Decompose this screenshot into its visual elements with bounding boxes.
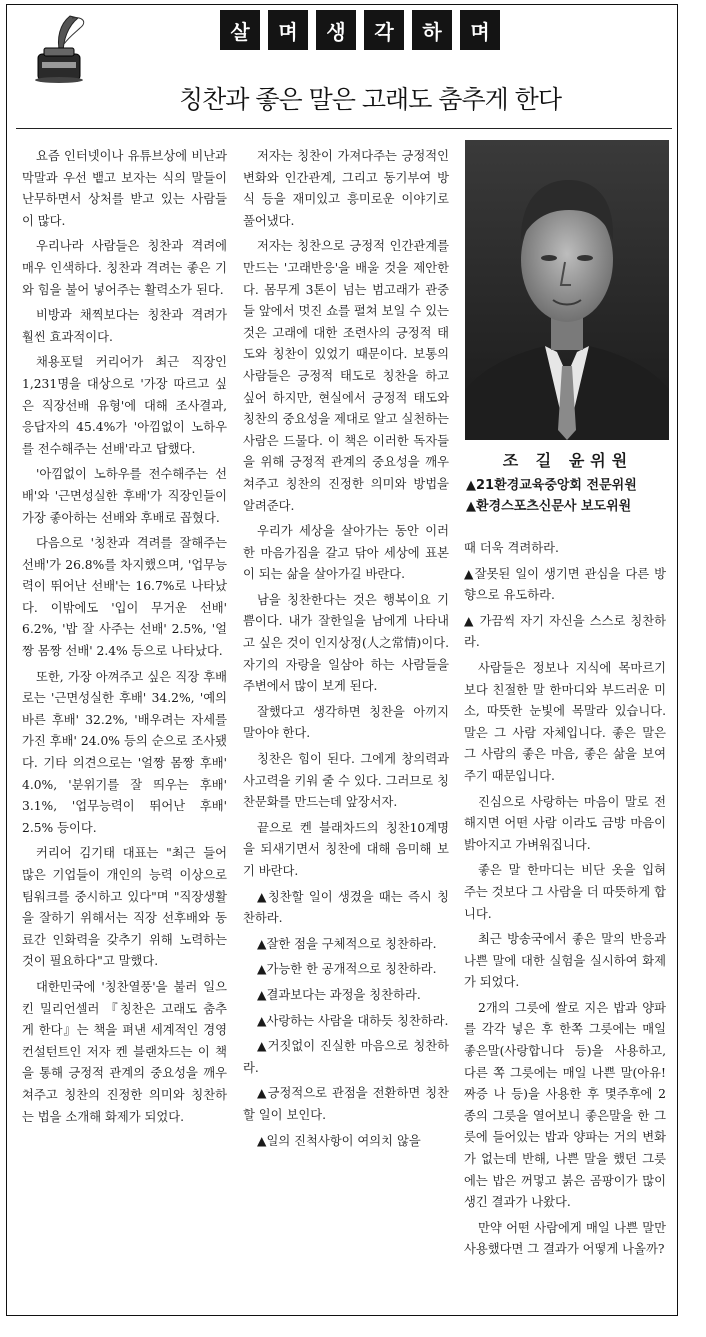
banner-char: 생 <box>316 10 356 50</box>
list-item: 때 더욱 격려하라. <box>464 541 559 555</box>
paragraph: '아낌없이 노하우를 전수해주는 선배'와 '근면성실한 후배'가 직장인들이 가장 좋아하는 선배와 후배로 꼽혔다. <box>22 467 227 525</box>
article-column-2 <box>243 146 449 1156</box>
paragraph: 최근 방송국에서 좋은 말의 반응과 나쁜 말에 대한 실험을 실시하여 화제가 되었다. <box>464 932 666 990</box>
paragraph: 잘했다고 생각하면 칭찬을 아끼지 말아야 한다. <box>243 704 449 741</box>
paragraph: 요즘 인터넷이나 유튜브상에 비난과 막말과 우선 뱉고 보자는 식의 말들이 난무하면서 상처를 받고 있는 사람들이 많다. <box>22 149 227 228</box>
paragraph: 우리가 세상을 살아가는 동안 이러한 마음가짐을 갈고 닦아 세상에 표본이 되는 삶을 살아가길 바란다. <box>243 524 449 582</box>
paragraph: 칭찬은 힘이 된다. 그에게 창의력과 사고력을 키워 줄 수 있다. 그러므로 칭찬문화를 만드는데 앞장서자. <box>243 752 449 810</box>
author-portrait <box>465 140 669 440</box>
list-item: ▲ 가끔씩 자기 자신을 스스로 칭찬하라. <box>464 613 666 650</box>
list-item: ▲긍정적으로 관점을 전환하면 칭찬할 일이 보인다. <box>243 1086 449 1122</box>
paragraph: 채용포털 커리어가 최근 직장인 1,231명을 대상으로 '가장 따르고 싶은 직장선배 유형'에 대해 조사결과, 응답자의 45.4%가 '아낌없이 노하우를 전수해주는 선배'라고 답했다. <box>22 355 227 456</box>
author-name: 조 길 윤위원 <box>502 451 634 470</box>
list-item: ▲결과보다는 과정을 칭찬하라. <box>257 987 421 1002</box>
paragraph: 저자는 칭찬으로 긍정적 인간관계를 만드는 '고래반응'을 배울 것을 제안한다. 몸무게 3톤이 넘는 범고래가 관중들 앞에서 멋진 쇼를 펼쳐 보일 수 있는 것은 고래에 대한 조련사의 긍정적 태도와 칭찬이 있었기 때문이다. 보통의 사람들은 긍정적 태도로 칭찬을 하고 싶어 하지만, 현실에서 긍정적 태도와 칭찬의 중요성을 제대로 알고 실천하는 사람은 드물다. 이 책은 이러한 독자들을 위해 긍정적 관계의 중요성을 깨우쳐주고 칭찬의 진정한 의미와 방법을 알려준다. <box>243 239 449 513</box>
paragraph: 다음으로 '칭찬과 격려를 잘해주는 선배'가 26.8%를 차지했으며, '업무능력이 뛰어난 선배'는 16.7%로 나타났다. 이밖에도 '입이 무거운 선배' 6.2%, '밥 잘 사주는 선배' 2.5%, '얼짱 몸짱 선배' 2.4% 등으로 나타났다. <box>22 536 227 659</box>
list-item: ▲가능한 한 공개적으로 칭찬하라. <box>257 962 437 977</box>
paragraph: 사람들은 정보나 지식에 목마르기보다 친절한 말 한마디와 부드러운 미소, 따뜻한 눈빛에 목말라 있습니다. 말은 그 사람 자체입니다. 좋은 말은 그 사람의 좋은 마음, 좋은 삶을 보여 주기 때문입니다. <box>464 660 666 783</box>
section-banner <box>220 10 500 50</box>
paragraph: 2개의 그릇에 쌀로 지은 밥과 양파를 각각 넣은 후 한쪽 그릇에는 매일 좋은말(사랑합니다 등)을 사용하고, 다른 쪽 그릇에는 매일 나쁜 말(아유! 짜증 나 등)을 사용한 후 몇주후에 2종의 그릇을 열어보니 좋은말을 한 그릇에 들어있는 밥과 양파는 거의 변화가 없는데 반해, 나쁜 말을 했던 그릇에는 밥은 꺼멓고 붉은 곰팡이가 많이 생긴 결과가 나왔다. <box>464 1000 666 1210</box>
list-item: ▲일의 진척사항이 여의치 않을 <box>257 1133 421 1148</box>
list-item: ▲잘못된 일이 생기면 관심을 다른 방향으로 유도하라. <box>464 566 666 603</box>
paragraph: 진심으로 사랑하는 마음이 말로 전해지면 어떤 사람 이라도 금방 마음이 밝아지고 가벼워집니다. <box>464 794 666 852</box>
paragraph: 대한민국에 '칭찬열풍'을 불러 일으킨 밀리언셀러 『칭찬은 고래도 춤추게 한다』는 책을 펴낸 세계적인 경영 컨설턴트인 저자 켄 블랜차드는 이 책을 통해 긍정적 관계의 중요성을 깨우쳐주고 칭찬의 진정한 의미와 칭찬하는 법을 소개해 화제가 되었다. <box>22 979 227 1124</box>
paragraph: 우리나라 사람들은 칭찬과 격려에 매우 인색하다. 칭찬과 격려는 좋은 기와 힘을 불어 넣어주는 활력소가 된다. <box>22 239 227 297</box>
paragraph: 끝으로 켄 블래차드의 칭찬10계명을 되새기면서 칭찬에 대해 음미해 보기 바란다. <box>243 820 449 878</box>
author-title: ▲21환경교육중앙회 전문위원 <box>466 478 637 493</box>
banner-char: 각 <box>364 10 404 50</box>
article-headline: 칭찬과 좋은 말은 고래도 춤추게 한다 <box>179 85 561 114</box>
paragraph: 좋은 말 한마디는 비단 옷을 입혀 주는 것보다 그 사람을 더 따뜻하게 합니다. <box>464 863 666 921</box>
list-item: ▲잘한 점을 구체적으로 칭찬하라. <box>257 936 437 951</box>
paragraph: 커리어 김기태 대표는 "최근 들어 많은 기업들이 개인의 능력 이상으로 팀워크를 중시하고 있다"며 "직장생활을 잘하기 위해서는 직장 선후배와 동료간 인화력을 갖추기 위해 노력하는 것이 필요하다"고 말했다. <box>22 846 227 969</box>
list-item: ▲칭찬할 일이 생겼을 때는 즉시 칭찬하라. <box>243 889 449 926</box>
paragraph: 비방과 채찍보다는 칭찬과 격려가 훨씬 효과적이다. <box>22 308 227 344</box>
headline-divider <box>16 128 672 129</box>
banner-char: 살 <box>220 10 260 50</box>
banner-char: 하 <box>412 10 452 50</box>
author-byline <box>466 448 670 517</box>
list-item: ▲거짓없이 진실한 마음으로 칭찬하라. <box>243 1039 449 1075</box>
author-title: ▲환경스포츠신문사 보도위원 <box>466 499 632 514</box>
paragraph: 남을 칭찬한다는 것은 행복이요 기쁨이다. 내가 잘한일을 남에게 나타내고 싶은 것이 인지상정(人之常情)이다. 자기의 자랑을 일삼아 하는 사람들을 주변에서 많이 보게 된다. <box>243 592 449 694</box>
banner-char: 며 <box>460 10 500 50</box>
inkwell-quill-icon <box>30 14 96 86</box>
article-column-3 <box>464 538 666 1265</box>
paragraph: 만약 어떤 사람에게 매일 나쁜 말만 사용했다면 그 결과가 어떻게 나올까? <box>464 1220 666 1257</box>
paragraph: 저자는 칭찬이 가져다주는 긍정적인 변화와 인간관계, 그리고 동기부여 방식 등을 재미있고 흥미로운 이야기로 풀어냈다. <box>243 149 449 228</box>
banner-char: 며 <box>268 10 308 50</box>
paragraph: 또한, 가장 아껴주고 싶은 직장 후배로는 '근면성실한 후배' 34.2%, '예의바른 후배' 32.2%, '배우려는 자세를 가진 후배' 24.0% 등의 순으로 조사됐다. 기타 의견으로는 '얼짱 몸짱 후배' 4.0%, '분위기를 잘 띄우는 후배' 3.1%, '업무능력이 뛰어난 후배' 2.5% 등이다. <box>22 669 227 835</box>
list-item: ▲사랑하는 사람을 대하듯 칭찬하라. <box>257 1013 449 1028</box>
article-column-1 <box>22 146 227 1132</box>
